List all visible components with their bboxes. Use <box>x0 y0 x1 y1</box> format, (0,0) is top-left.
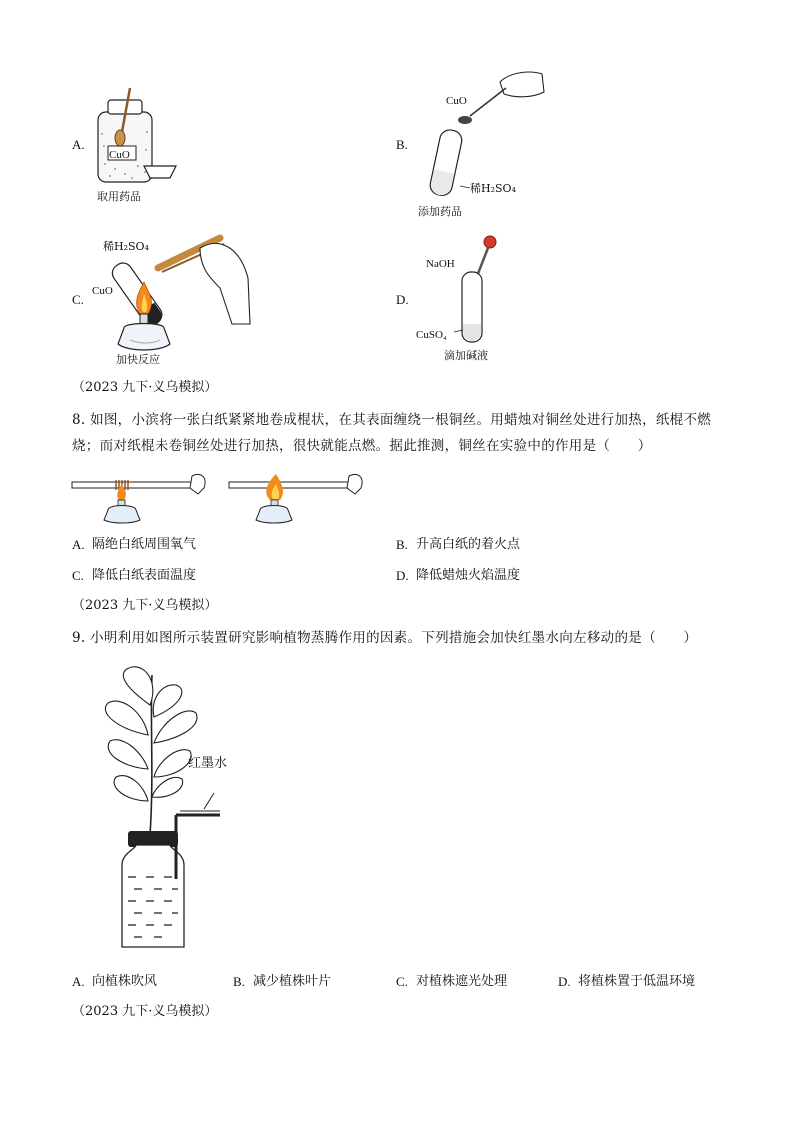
q8-question-text: 8. 如图，小滨将一张白纸紧紧地卷成棍状，在其表面缠绕一根铜丝。用蜡烛对铜丝处进行加热，纸棍不燃烧；而对纸棍未卷铜丝处进行加热，很快就能点燃。据此推测，铜丝在实验中的作用是（ ） <box>72 412 712 454</box>
q9-option-b-text[interactable]: 减少植株叶片 <box>253 974 332 989</box>
q9-plant-apparatus-figure <box>92 665 232 955</box>
q9-source: （2023 九下·义乌模拟） <box>72 1004 218 1019</box>
q9-option-a-letter[interactable]: A. <box>72 974 85 989</box>
q9-question-text: 9. 小明利用如图所示装置研究影响植物蒸腾作用的因素。下列措施会加快红墨水向左移动的是（ ） <box>72 630 698 646</box>
q7-option-b-caption: 添加药品 <box>418 205 462 218</box>
q8-option-c-text[interactable]: 降低白纸表面温度 <box>92 568 197 583</box>
q7-option-b-label-top: CuO <box>446 95 467 107</box>
q7-source: （2023 九下·义乌模拟） <box>72 380 218 395</box>
q9-option-c-text[interactable]: 对植株遮光处理 <box>416 974 508 989</box>
q8-option-b-letter[interactable]: B. <box>396 537 408 552</box>
q7-option-d-letter[interactable]: D. <box>396 292 409 307</box>
q9-option-d-letter[interactable]: D. <box>558 974 571 989</box>
q8-option-d-letter[interactable]: D. <box>396 568 409 583</box>
q7-option-d-figure <box>440 232 520 352</box>
q7-option-a-label: CuO <box>109 149 130 161</box>
q9-option-c-letter[interactable]: C. <box>396 974 408 989</box>
q7-option-d-caption: 滴加碱液 <box>444 349 488 362</box>
q7-option-c-letter[interactable]: C. <box>72 292 84 307</box>
q9-option-b-letter[interactable]: B. <box>233 974 245 989</box>
q8-option-c-letter[interactable]: C. <box>72 568 84 583</box>
q7-option-d-label-side: CuSO₄ <box>416 329 447 341</box>
q7-option-d-label-top: NaOH <box>426 258 455 270</box>
q8-source: （2023 九下·义乌模拟） <box>72 598 218 613</box>
q7-option-b-label-side: 稀H₂SO₄ <box>470 182 516 195</box>
q7-option-b-letter[interactable]: B. <box>396 137 408 152</box>
q9-option-d-text[interactable]: 将植株置于低温环境 <box>578 974 696 989</box>
q8-option-a-text[interactable]: 隔绝白纸周围氧气 <box>92 537 197 552</box>
q7-option-c-label-top: 稀H₂SO₄ <box>103 240 149 253</box>
q8-figure <box>72 470 372 526</box>
q7-option-a-caption: 取用药品 <box>97 190 141 203</box>
q7-option-a-letter[interactable]: A. <box>72 137 85 152</box>
q9-figure-label: 红墨水 <box>188 756 228 771</box>
q8-option-b-text[interactable]: 升高白纸的着火点 <box>416 537 521 552</box>
q8-option-a-letter[interactable]: A. <box>72 537 85 552</box>
q7-option-c-caption: 加快反应 <box>116 353 160 366</box>
q7-option-a-figure <box>90 84 200 184</box>
q8-option-d-text[interactable]: 降低蜡烛火焰温度 <box>416 568 521 583</box>
q9-option-a-text[interactable]: 向植株吹风 <box>92 974 158 989</box>
q7-option-c-label-side: CuO <box>92 285 113 297</box>
